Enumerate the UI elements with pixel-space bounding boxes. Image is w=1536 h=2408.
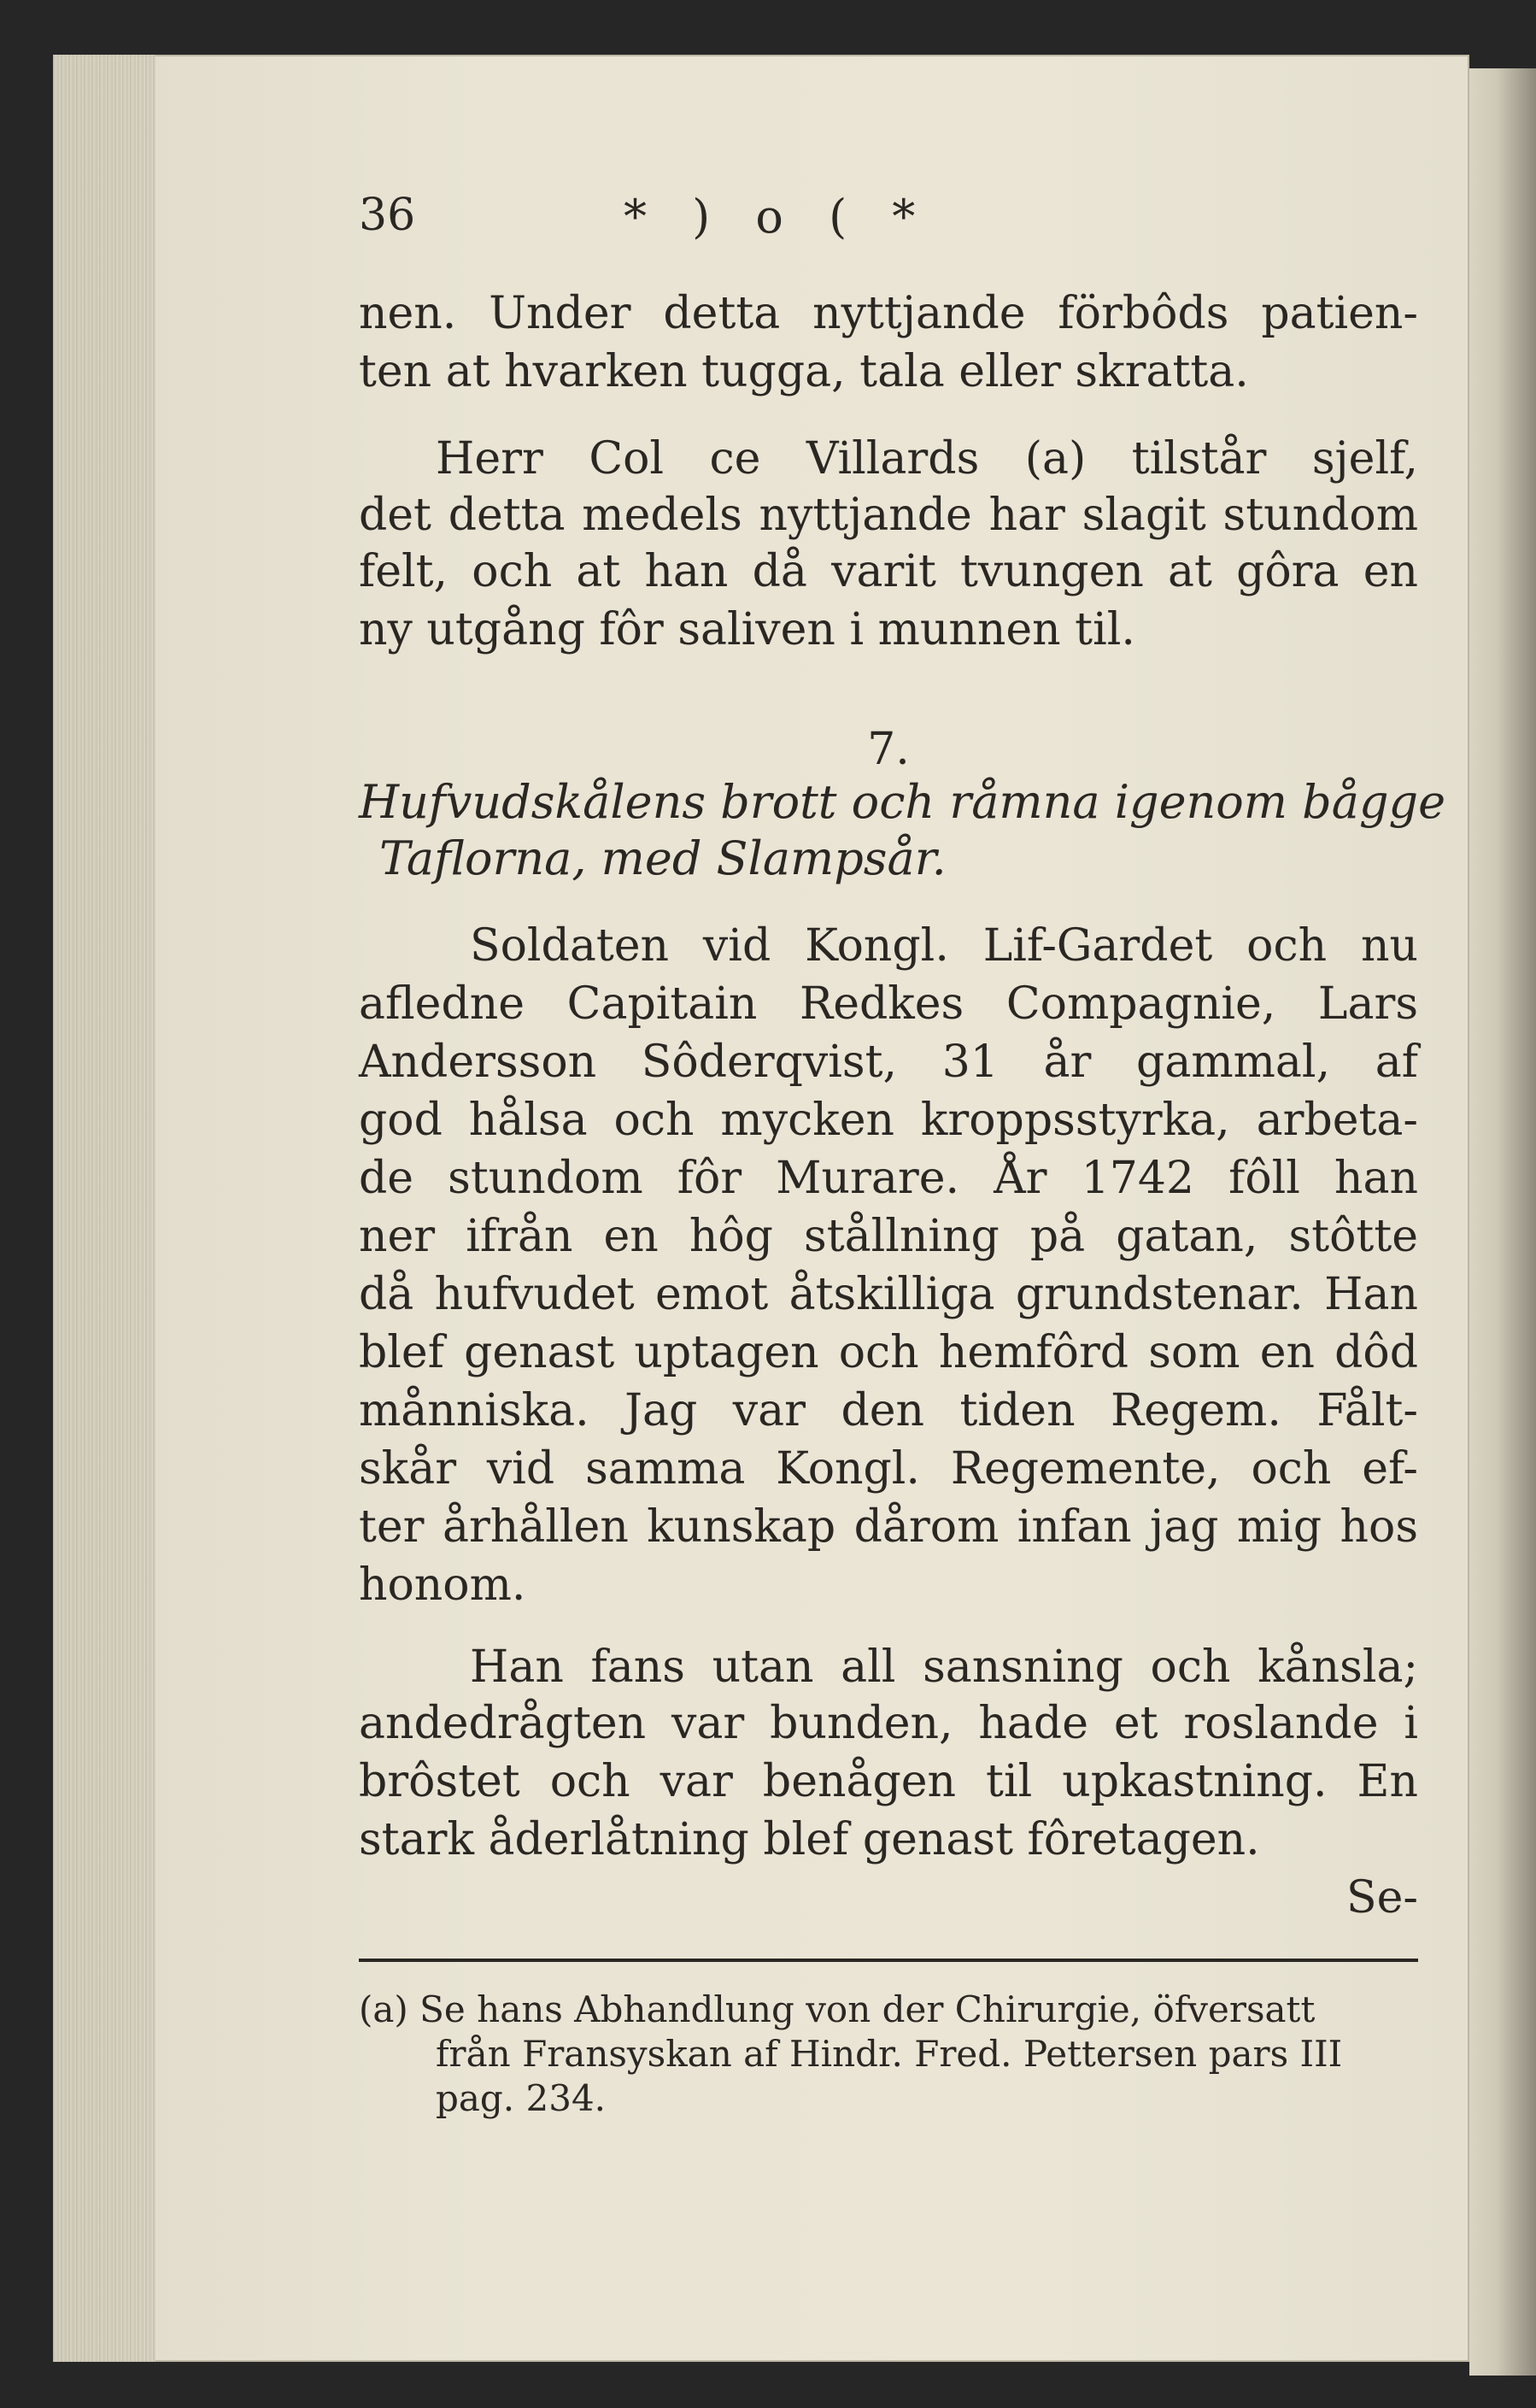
text-line: då hufvudet emot åtskilliga grundstenar. Han [359, 1269, 1418, 1320]
footnote-line: från Fransyskan af Hindr. Fred. Pettersen pars III [436, 2033, 1343, 2075]
text-line: ten at hvarken tugga, tala eller skratta. [359, 346, 1249, 397]
catchword: Se- [1346, 1872, 1418, 1923]
page-edges [53, 55, 155, 2362]
text-line: andedrågten var bunden, hade et roslande i [359, 1698, 1418, 1749]
text-line: de stundom fôr Murare. År 1742 fôll han [359, 1153, 1418, 1204]
text-line: felt, och at han då varit tvungen at gôra en [359, 546, 1418, 597]
section-number: 7. [867, 724, 910, 775]
text-line: ny utgång fôr saliven i munnen til. [359, 604, 1135, 655]
footnote-rule [359, 1959, 1418, 1962]
text-line: ter århållen kunskap dårom infan jag mig hos [359, 1501, 1418, 1553]
header-ornament: * ) o ( * [624, 190, 931, 244]
text-line: månniska. Jag var den tiden Regem. Fålt- [359, 1385, 1418, 1436]
text-line: nen. Under detta nyttjande förbôds patien- [359, 288, 1418, 339]
text-line: blef genast uptagen och hemfôrd som en dôd [359, 1327, 1418, 1378]
text-line: Herr Col ce Villards (a) tilstår sjelf, [436, 433, 1418, 485]
text-line: stark åderlåtning blef genast fôretagen. [359, 1814, 1260, 1865]
footnote-line: (a) Se hans Abhandlung von der Chirurgie, öfversatt [359, 1988, 1316, 2030]
page-number: 36 [359, 190, 416, 241]
footnote-line: pag. 234. [436, 2077, 607, 2119]
text-line: brôstet och var benågen til upkastning. En [359, 1756, 1418, 1807]
section-heading: Hufvudskålens brott och råmna igenom bågge [359, 775, 1446, 829]
section-heading: Taflorna, med Slampsår. [379, 831, 947, 885]
text-line: honom. [359, 1559, 526, 1611]
text-line: Andersson Sôderqvist, 31 år gammal, af [359, 1037, 1418, 1088]
text-line: ner ifrån en hôg stållning på gatan, stôtte [359, 1211, 1418, 1262]
text-line: Han fans utan all sansning och kånsla; [470, 1642, 1418, 1693]
text-line: skår vid samma Kongl. Regemente, och ef- [359, 1443, 1418, 1495]
text-line: god hålsa och mycken kroppsstyrka, arbeta- [359, 1095, 1418, 1146]
text-line: det detta medels nyttjande har slagit stundom [359, 490, 1418, 541]
text-line: afledne Capitain Redkes Compagnie, Lars [359, 978, 1418, 1030]
facing-page-edge [1469, 68, 1536, 2376]
text-line: Soldaten vid Kongl. Lif-Gardet och nu [470, 920, 1418, 972]
